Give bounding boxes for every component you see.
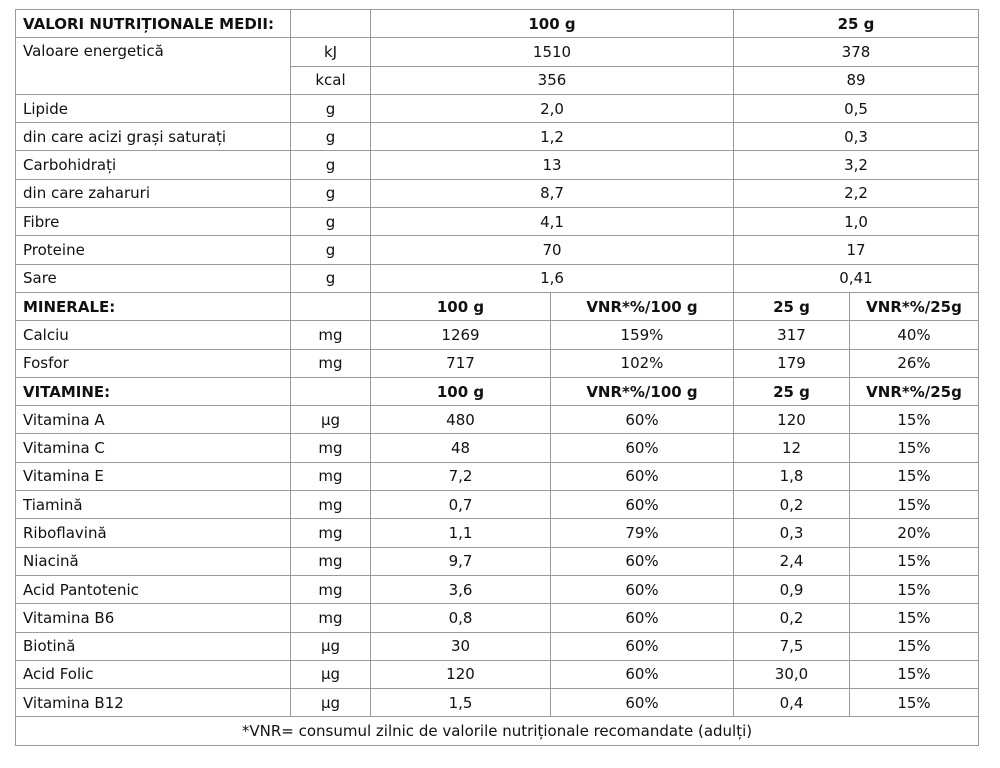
vitamins-header-row	[16, 377, 979, 405]
vnr-100g: 60%	[551, 491, 734, 519]
unit-cell: g	[291, 236, 371, 264]
nutrient-label: Proteine	[16, 236, 291, 264]
value-25g: 2,4	[734, 547, 850, 575]
table-row	[16, 434, 979, 462]
vnr-25g: 40%	[850, 321, 979, 349]
table-row	[16, 604, 979, 632]
footnote: *VNR= consumul zilnic de valorile nutriționale recomandate (adulți)	[16, 717, 979, 745]
value-100g: 0,8	[371, 604, 551, 632]
vnr-25g: 26%	[850, 349, 979, 377]
unit-cell: g	[291, 208, 371, 236]
value-100g: 4,1	[371, 208, 734, 236]
col-vnr-100g-header: VNR*%/100 g	[551, 292, 734, 320]
vnr-100g: 159%	[551, 321, 734, 349]
unit-cell: kcal	[291, 66, 371, 94]
nutrient-label: din care acizi grași saturați	[16, 123, 291, 151]
vnr-25g: 15%	[850, 462, 979, 490]
value-100g: 356	[371, 66, 734, 94]
vnr-100g: 60%	[551, 547, 734, 575]
value-100g: 1,6	[371, 264, 734, 292]
vnr-25g: 15%	[850, 660, 979, 688]
nutrient-label: Sare	[16, 264, 291, 292]
value-25g: 0,41	[734, 264, 979, 292]
vnr-100g: 79%	[551, 519, 734, 547]
value-100g: 717	[371, 349, 551, 377]
nutrient-label: Vitamina A	[16, 406, 291, 434]
vnr-25g: 15%	[850, 547, 979, 575]
value-100g: 9,7	[371, 547, 551, 575]
nutrient-label: Acid Folic	[16, 660, 291, 688]
minerals-title: MINERALE:	[16, 292, 291, 320]
unit-cell: g	[291, 94, 371, 122]
value-100g: 1,1	[371, 519, 551, 547]
table-row	[16, 321, 979, 349]
header-row	[16, 10, 979, 38]
nutrient-label: Vitamina B6	[16, 604, 291, 632]
vnr-100g: 60%	[551, 434, 734, 462]
table-row	[16, 151, 979, 179]
vnr-100g: 60%	[551, 575, 734, 603]
table-row	[16, 349, 979, 377]
value-25g: 179	[734, 349, 850, 377]
table-row	[16, 660, 979, 688]
nutrient-label: Fosfor	[16, 349, 291, 377]
nutrient-label: Vitamina C	[16, 434, 291, 462]
nutrient-label: Vitamina B12	[16, 689, 291, 717]
unit-cell: mg	[291, 434, 371, 462]
value-25g: 1,0	[734, 208, 979, 236]
table-row	[16, 519, 979, 547]
col-100g-header: 100 g	[371, 377, 551, 405]
nutrition-table-body	[16, 10, 979, 717]
table-row	[16, 208, 979, 236]
vnr-25g: 15%	[850, 434, 979, 462]
table-row	[16, 547, 979, 575]
value-25g: 3,2	[734, 151, 979, 179]
unit-cell: mg	[291, 462, 371, 490]
col-25g-header: 25 g	[734, 10, 979, 38]
value-25g: 120	[734, 406, 850, 434]
table-row	[16, 406, 979, 434]
vnr-100g: 60%	[551, 604, 734, 632]
vnr-100g: 60%	[551, 660, 734, 688]
nutrient-label: Acid Pantotenic	[16, 575, 291, 603]
nutrient-label: Carbohidrați	[16, 151, 291, 179]
table-row	[16, 575, 979, 603]
vnr-100g: 60%	[551, 462, 734, 490]
col-vnr-25g-header: VNR*%/25g	[850, 292, 979, 320]
vnr-25g: 15%	[850, 604, 979, 632]
vnr-100g: 102%	[551, 349, 734, 377]
nutrient-label: Niacină	[16, 547, 291, 575]
value-100g: 8,7	[371, 179, 734, 207]
vnr-100g: 60%	[551, 689, 734, 717]
value-100g: 0,7	[371, 491, 551, 519]
table-row	[16, 179, 979, 207]
vnr-100g: 60%	[551, 632, 734, 660]
value-25g: 0,2	[734, 604, 850, 632]
value-25g: 89	[734, 66, 979, 94]
nutrient-label: din care zaharuri	[16, 179, 291, 207]
table-row	[16, 236, 979, 264]
table-row	[16, 264, 979, 292]
energy-row-kj	[16, 38, 979, 66]
col-vnr-25g-header: VNR*%/25g	[850, 377, 979, 405]
value-25g: 317	[734, 321, 850, 349]
nutrition-table	[15, 9, 979, 746]
vnr-25g: 15%	[850, 491, 979, 519]
unit-cell: kJ	[291, 38, 371, 66]
value-100g: 2,0	[371, 94, 734, 122]
value-25g: 0,5	[734, 94, 979, 122]
value-25g: 0,9	[734, 575, 850, 603]
table-row	[16, 689, 979, 717]
vnr-25g: 15%	[850, 632, 979, 660]
value-100g: 1510	[371, 38, 734, 66]
footnote-row	[16, 717, 979, 745]
nutrient-label: Biotină	[16, 632, 291, 660]
value-25g: 0,4	[734, 689, 850, 717]
value-100g: 120	[371, 660, 551, 688]
nutrient-label: Lipide	[16, 94, 291, 122]
unit-cell: mg	[291, 491, 371, 519]
unit-cell: g	[291, 264, 371, 292]
col-25g-header: 25 g	[734, 292, 850, 320]
unit-cell: g	[291, 123, 371, 151]
value-25g: 7,5	[734, 632, 850, 660]
value-100g: 48	[371, 434, 551, 462]
nutrient-label: Fibre	[16, 208, 291, 236]
nutrient-label: Tiamină	[16, 491, 291, 519]
energy-label: Valoare energetică	[16, 38, 291, 95]
nutrient-label: Riboflavină	[16, 519, 291, 547]
value-100g: 1,2	[371, 123, 734, 151]
col-100g-header: 100 g	[371, 10, 734, 38]
value-25g: 30,0	[734, 660, 850, 688]
minerals-header-row	[16, 292, 979, 320]
unit-cell: g	[291, 179, 371, 207]
table-row	[16, 462, 979, 490]
table-row	[16, 632, 979, 660]
value-100g: 1269	[371, 321, 551, 349]
value-25g: 378	[734, 38, 979, 66]
table-row	[16, 123, 979, 151]
value-100g: 13	[371, 151, 734, 179]
unit-cell: mg	[291, 349, 371, 377]
col-25g-header: 25 g	[734, 377, 850, 405]
unit-cell: mg	[291, 519, 371, 547]
unit-cell: mg	[291, 321, 371, 349]
value-100g: 70	[371, 236, 734, 264]
value-25g: 0,3	[734, 123, 979, 151]
vnr-25g: 15%	[850, 689, 979, 717]
vnr-25g: 20%	[850, 519, 979, 547]
unit-cell: mg	[291, 575, 371, 603]
value-25g: 0,2	[734, 491, 850, 519]
unit-cell: µg	[291, 689, 371, 717]
unit-cell: µg	[291, 632, 371, 660]
value-25g: 2,2	[734, 179, 979, 207]
unit-header-cell	[291, 10, 371, 38]
nutrient-label: Calciu	[16, 321, 291, 349]
unit-cell: mg	[291, 604, 371, 632]
table-title: VALORI NUTRIȚIONALE MEDII:	[16, 10, 291, 38]
col-vnr-100g-header: VNR*%/100 g	[551, 377, 734, 405]
value-100g: 1,5	[371, 689, 551, 717]
col-100g-header: 100 g	[371, 292, 551, 320]
unit-cell: g	[291, 151, 371, 179]
vitamins-title: VITAMINE:	[16, 377, 291, 405]
value-25g: 12	[734, 434, 850, 462]
unit-cell: mg	[291, 547, 371, 575]
nutrient-label: Vitamina E	[16, 462, 291, 490]
value-25g: 1,8	[734, 462, 850, 490]
value-100g: 30	[371, 632, 551, 660]
value-25g: 17	[734, 236, 979, 264]
unit-cell: µg	[291, 406, 371, 434]
value-100g: 3,6	[371, 575, 551, 603]
table-row	[16, 94, 979, 122]
unit-header-cell	[291, 292, 371, 320]
value-25g: 0,3	[734, 519, 850, 547]
table-row	[16, 491, 979, 519]
vnr-25g: 15%	[850, 406, 979, 434]
value-100g: 7,2	[371, 462, 551, 490]
unit-cell: µg	[291, 660, 371, 688]
vnr-100g: 60%	[551, 406, 734, 434]
value-100g: 480	[371, 406, 551, 434]
unit-header-cell	[291, 377, 371, 405]
vnr-25g: 15%	[850, 575, 979, 603]
